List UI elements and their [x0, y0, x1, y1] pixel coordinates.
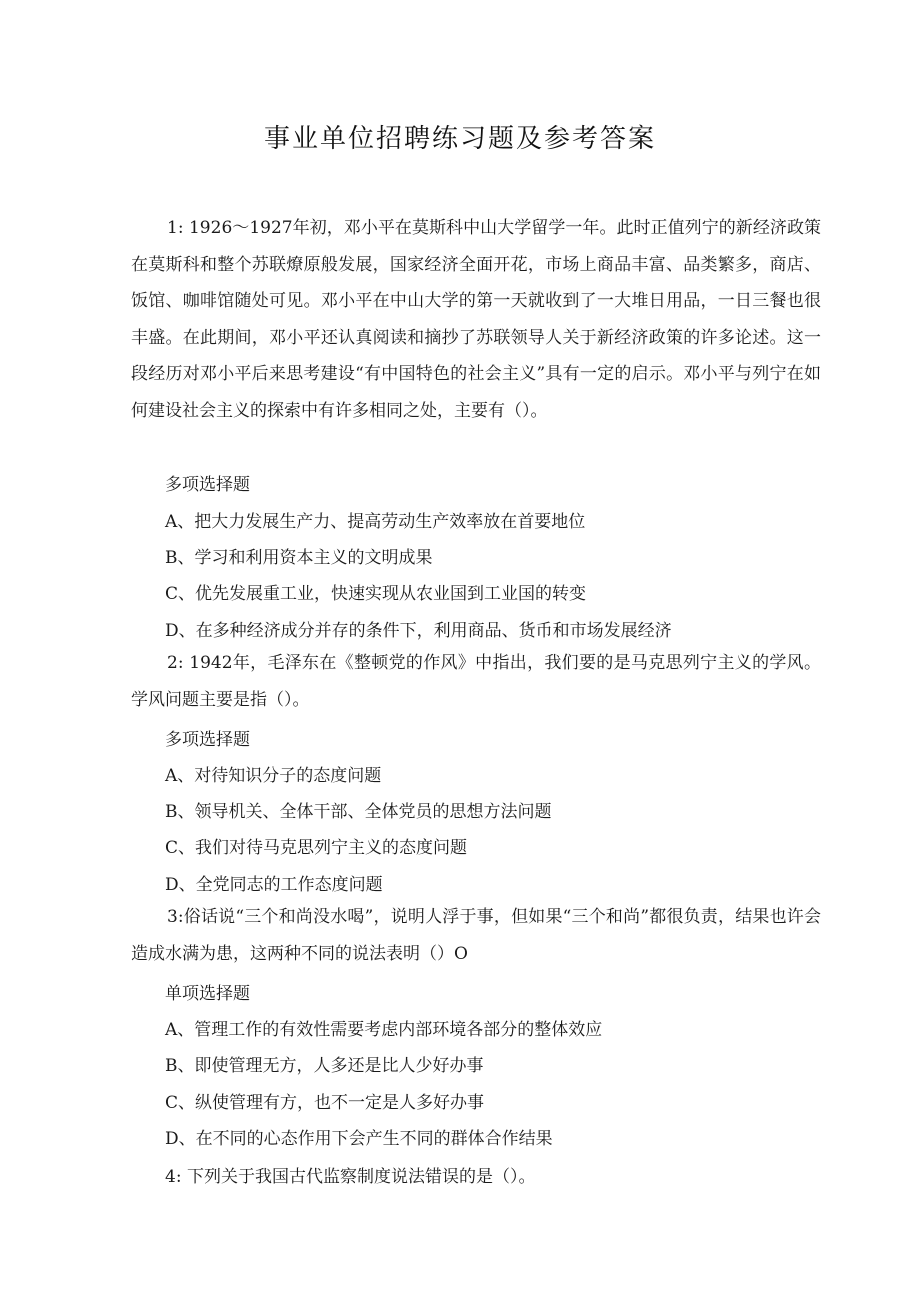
document-title: 事业单位招聘练习题及参考答案 [263, 124, 656, 154]
option-c: C、纵使管理有方，也不一定是人多好办事 [165, 1093, 485, 1113]
question-text: 1: 1926～1927年初，邓小平在莫斯科中山大学留学一年。此时正值列宁的新经济政策在莫斯科和整个苏联燎原般发展，国家经济全面开花，市场上商品丰富、品类繁多，商店、饭馆、咖啡馆随处可见。邓小平在中山大学的第一天就收到了一大堆日用品，一日三餐也很丰盛。在此期间，邓小平还认真阅读和摘抄了苏联领导人关于新经济政策的许多论述。这一段经历对邓小平后来思考建设“有中国特色的社会主义”具有一定的启示。邓小平与列宁在如何建设社会主义的探索中有许多相同之处，主要有（）。 [131, 218, 821, 421]
question-2 [131, 645, 821, 718]
question-4-text: 4: 下列关于我国古代监察制度说法错误的是（）。 [165, 1167, 536, 1187]
question-text: 2: 1942年，毛泽东在《整顿党的作风》中指出，我们要的是马克思列宁主义的学风。学风问题主要是指（）。 [131, 653, 821, 710]
option-a: A、管理工作的有效性需要考虑内部环境各部分的整体效应 [165, 1020, 603, 1040]
question-3 [131, 899, 821, 972]
question-type: 多项选择题 [165, 730, 250, 750]
question-text: 3:俗话说“三个和尚没水喝”，说明人浮于事，但如果“三个和尚”都很负责，结果也许会造成水满为患，这两种不同的说法表明（）O [131, 907, 821, 964]
option-a: A、把大力发展生产力、提高劳动生产效率放在首要地位 [165, 512, 586, 532]
question-1 [131, 210, 821, 430]
option-b: B、领导机关、全体干部、全体党员的思想方法问题 [165, 802, 552, 822]
option-c: C、我们对待马克思列宁主义的态度问题 [165, 838, 468, 858]
option-b: B、即使管理无方，人多还是比人少好办事 [165, 1056, 484, 1076]
option-d: D、在多种经济成分并存的条件下，利用商品、货币和市场发展经济 [165, 621, 672, 641]
question-type: 多项选择题 [165, 475, 250, 495]
option-c: C、优先发展重工业，快速实现从农业国到工业国的转变 [165, 584, 587, 604]
option-d: D、全党同志的工作态度问题 [165, 875, 383, 895]
question-type: 单项选择题 [165, 984, 250, 1004]
option-b: B、学习和利用资本主义的文明成果 [165, 548, 433, 568]
option-d: D、在不同的心态作用下会产生不同的群体合作结果 [165, 1129, 553, 1149]
option-a: A、对待知识分子的态度问题 [165, 766, 382, 786]
